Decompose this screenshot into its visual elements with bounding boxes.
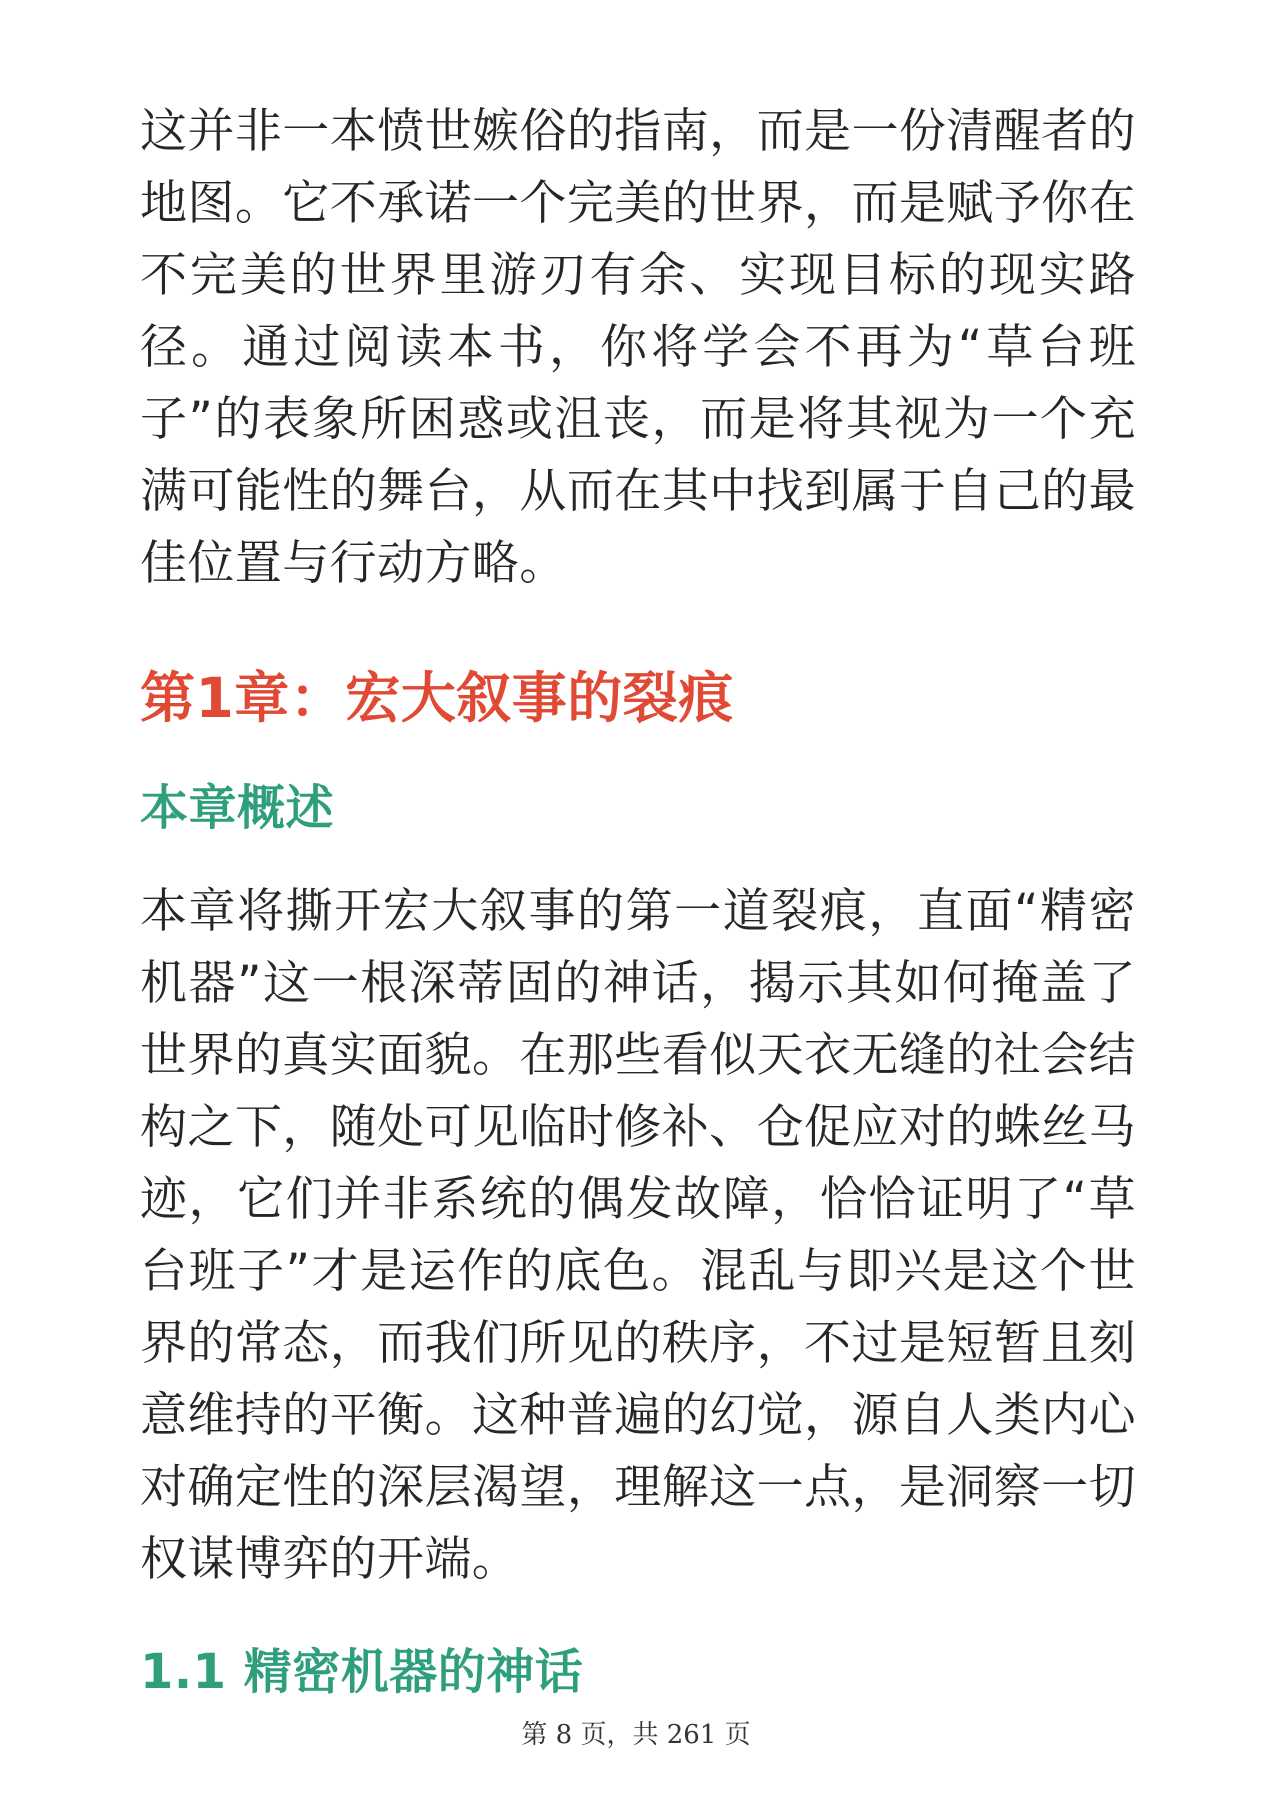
page-content <box>140 96 1136 1708</box>
chapter-title: 第1章：宏大叙事的裂痕 <box>140 666 734 730</box>
page-number-footer: 第 8 页，共 261 页 <box>521 1720 751 1750</box>
overview-paragraph: 本章将撕开宏大叙事的第一道裂痕，直面“精密机器”这一根深蒂固的神话，揭示其如何掩盖了世界的真实面貌。在那些看似天衣无缝的社会结构之下，随处可见临时修补、仓促应对的蛛丝马迹，它们并非系统的偶发故障，恰恰证明了“草台班子”才是运作的底色。混乱与即兴是这个世界的常态，而我们所见的秩序，不过是短暂且刻意维持的平衡。这种普遍的幻觉，源自人类内心对确定性的深层渴望，理解这一点，是洞察一切权谋博弈的开端。 <box>140 884 1136 1587</box>
overview-heading: 本章概述 <box>140 780 335 836</box>
intro-paragraph: 这并非一本愤世嫉俗的指南，而是一份清醒者的地图。它不承诺一个完美的世界，而是赋予你在不完美的世界里游刃有余、实现目标的现实路径。通过阅读本书，你将学会不再为“草台班子”的表象所困惑或沮丧，而是将其视为一个充满可能性的舞台，从而在其中找到属于自己的最佳位置与行动方略。 <box>140 104 1136 591</box>
section-heading-1-1: 1.1 精密机器的神话 <box>140 1644 584 1700</box>
